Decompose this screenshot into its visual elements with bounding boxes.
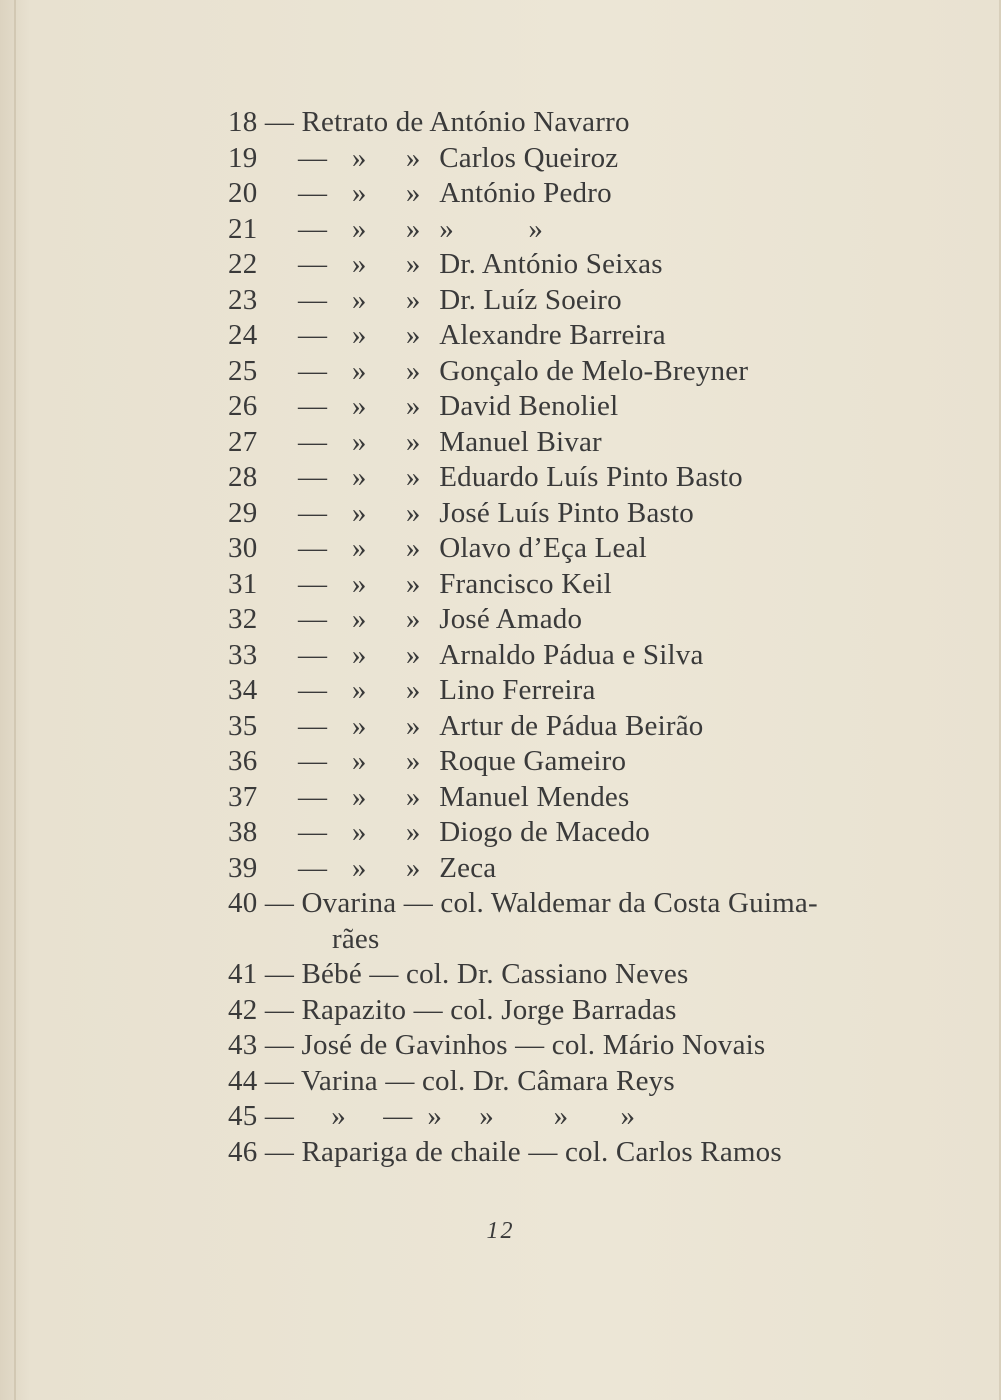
- ditto-mark: »: [351, 425, 367, 458]
- page-number: 12: [486, 1218, 515, 1244]
- entry-number: 42: [228, 993, 258, 1026]
- catalogue-entry: [228, 212, 908, 248]
- catalogue-list: [228, 105, 908, 1170]
- entry-number: 36: [228, 745, 258, 777]
- ditto-mark: »: [351, 461, 367, 493]
- entry-dash: —: [298, 248, 328, 280]
- entry-dash: —: [298, 816, 328, 848]
- entry-title: — José de Gavinhos — col. Mário Novais: [264, 1029, 766, 1061]
- entry-dash: —: [298, 141, 328, 174]
- ditto-mark: »: [351, 603, 367, 635]
- ditto-mark: »: [351, 816, 367, 848]
- ditto-mark: »: [405, 780, 421, 813]
- entry-number: 37: [228, 780, 258, 813]
- entry-number: 26: [228, 390, 258, 422]
- ditto-mark: »: [405, 851, 421, 884]
- ditto-mark: »: [405, 567, 421, 600]
- entry-number: 32: [228, 603, 258, 635]
- entry-title: — Rapazito — col. Jorge Barradas: [264, 993, 677, 1026]
- ditto-entries: [228, 141, 908, 887]
- entry-continuation: rães: [332, 922, 380, 955]
- entry-dash: —: [298, 851, 328, 884]
- entry-number: 33: [228, 638, 258, 671]
- entry-name: Manuel Mendes: [439, 780, 630, 813]
- ditto-mark: »: [351, 532, 367, 564]
- ditto-mark: »: [405, 816, 421, 848]
- entry-number: 44: [228, 1064, 258, 1097]
- entry-number: 34: [228, 674, 258, 706]
- catalogue-entry: [228, 709, 908, 745]
- ditto-mark: »: [351, 709, 367, 742]
- ditto-mark: »: [405, 461, 421, 493]
- entry-number: 41: [228, 958, 258, 990]
- ditto-mark: »: [405, 496, 421, 529]
- entry-number: 40: [228, 887, 258, 919]
- catalogue-entry: [228, 247, 908, 283]
- entry-name: Artur de Pádua Beirão: [439, 709, 704, 742]
- catalogue-entry: [228, 673, 908, 709]
- catalogue-entry: [228, 141, 908, 177]
- catalogue-entry: [228, 283, 908, 319]
- ditto-mark: »: [405, 674, 421, 706]
- ditto-mark: »: [405, 638, 421, 671]
- catalogue-entry: [228, 638, 908, 674]
- entry-dash: —: [298, 567, 328, 600]
- ditto-mark: »: [405, 283, 421, 316]
- entry-dash: —: [298, 674, 328, 706]
- catalogue-entry: [228, 1135, 908, 1171]
- entry-number: 35: [228, 709, 258, 742]
- entry-number: 29: [228, 496, 258, 529]
- entry-number: 25: [228, 354, 258, 387]
- catalogue-entry: [228, 815, 908, 851]
- catalogue-entry: [228, 389, 908, 425]
- entry-number: 24: [228, 319, 258, 351]
- entry-dash: —: [298, 496, 328, 529]
- entry-title: — Ovarina — col. Waldemar da Costa Guima-: [264, 887, 818, 919]
- entry-name: José Amado: [439, 603, 583, 635]
- catalogue-entry: [228, 496, 908, 532]
- ditto-mark: »: [351, 674, 367, 706]
- entry-dash: —: [298, 603, 328, 635]
- ditto-mark: »: [351, 851, 367, 884]
- catalogue-entry: [228, 744, 908, 780]
- ditto-mark: »: [351, 319, 367, 351]
- entry-name: » »: [439, 212, 544, 245]
- ditto-mark: »: [405, 248, 421, 280]
- entry-number: 27: [228, 425, 258, 458]
- ditto-mark: »: [405, 709, 421, 742]
- entry-name: David Benoliel: [439, 390, 619, 422]
- ditto-mark: »: [351, 390, 367, 422]
- entry-title: — » — » » » »: [264, 1100, 636, 1132]
- entry-name: Alexandre Barreira: [439, 319, 666, 351]
- entry-number: 20: [228, 177, 258, 209]
- catalogue-entry: [228, 318, 908, 354]
- ditto-mark: »: [405, 425, 421, 458]
- ditto-mark: »: [405, 532, 421, 564]
- entry-name: Carlos Queiroz: [439, 141, 619, 174]
- catalogue-entry: [228, 780, 908, 816]
- catalogue-entry: [228, 1099, 908, 1135]
- entry-number: 28: [228, 461, 258, 493]
- entry-name: Gonçalo de Melo-Breyner: [439, 354, 749, 387]
- page-edge: [14, 0, 16, 1400]
- ditto-mark: »: [351, 780, 367, 813]
- entry-title: — Varina — col. Dr. Câmara Reys: [264, 1064, 675, 1097]
- entry-name: Francisco Keil: [439, 567, 612, 600]
- entry-number: 38: [228, 816, 258, 848]
- entry-dash: —: [298, 283, 328, 316]
- entry-number: 46: [228, 1135, 258, 1168]
- catalogue-entry: [228, 531, 908, 567]
- ditto-mark: »: [351, 354, 367, 387]
- ditto-mark: »: [351, 212, 367, 245]
- entry-number: 39: [228, 851, 258, 884]
- entry-name: José Luís Pinto Basto: [439, 496, 694, 529]
- entry-dash: —: [298, 425, 328, 458]
- entry-number: 45: [228, 1100, 258, 1132]
- entry-dash: —: [298, 638, 328, 671]
- entry-number: 23: [228, 283, 258, 316]
- ditto-mark: »: [405, 141, 421, 174]
- entry-dash: —: [298, 461, 328, 493]
- entry-dash: —: [298, 319, 328, 351]
- entry-dash: —: [298, 532, 328, 564]
- entry-dash: —: [298, 745, 328, 777]
- entry-dash: —: [298, 354, 328, 387]
- entry-name: Dr. António Seixas: [439, 248, 663, 280]
- ditto-mark: »: [351, 283, 367, 316]
- ditto-mark: »: [351, 248, 367, 280]
- entry-name: Diogo de Macedo: [439, 816, 650, 848]
- ditto-mark: »: [351, 141, 367, 174]
- catalogue-entry: [228, 176, 908, 212]
- entry-name: Eduardo Luís Pinto Basto: [439, 461, 743, 493]
- entry-name: Roque Gameiro: [439, 745, 627, 777]
- entry-name: António Pedro: [439, 177, 612, 209]
- catalogue-entry: [228, 602, 908, 638]
- ditto-mark: »: [405, 354, 421, 387]
- entry-name: Manuel Bivar: [439, 425, 602, 458]
- entry-title: — Bébé — col. Dr. Cassiano Neves: [264, 958, 689, 990]
- ditto-mark: »: [405, 177, 421, 209]
- ditto-mark: »: [405, 319, 421, 351]
- entry-name: Arnaldo Pádua e Silva: [439, 638, 704, 671]
- entry-number: 30: [228, 532, 258, 564]
- entry-number: 43: [228, 1029, 258, 1061]
- catalogue-entry: [228, 993, 908, 1029]
- ditto-mark: »: [351, 745, 367, 777]
- catalogue-entry: [228, 567, 908, 603]
- entry-title: — Rapariga de chaile — col. Carlos Ramos: [264, 1135, 782, 1168]
- catalogue-entry: [228, 354, 908, 390]
- entry-dash: —: [298, 212, 328, 245]
- entry-dash: —: [298, 390, 328, 422]
- catalogue-entry: [228, 105, 908, 141]
- entry-dash: —: [298, 780, 328, 813]
- entry-number: 18: [228, 106, 258, 138]
- ditto-mark: »: [351, 177, 367, 209]
- entry-number: 21: [228, 212, 258, 245]
- catalogue-entry: [228, 1028, 908, 1064]
- catalogue-entry: [228, 957, 908, 993]
- entry-number: 19: [228, 141, 258, 174]
- entry-title: Retrato de António Navarro: [301, 106, 630, 138]
- catalogue-entry: [228, 1064, 908, 1100]
- entry-name: Zeca: [439, 851, 497, 884]
- entry-name: Dr. Luíz Soeiro: [439, 283, 622, 316]
- catalogue-entry: [228, 851, 908, 887]
- catalogue-entry: [228, 460, 908, 496]
- entry-number: 31: [228, 567, 258, 600]
- ditto-mark: »: [405, 212, 421, 245]
- entry-name: Lino Ferreira: [439, 674, 596, 706]
- catalogue-entry: [228, 425, 908, 461]
- catalogue-entry: [228, 886, 908, 922]
- ditto-mark: »: [351, 496, 367, 529]
- entry-number: 22: [228, 248, 258, 280]
- ditto-mark: »: [351, 638, 367, 671]
- entry-dash: —: [298, 709, 328, 742]
- ditto-mark: »: [405, 390, 421, 422]
- entry-name: Olavo d’Eça Leal: [439, 532, 647, 564]
- ditto-mark: »: [405, 603, 421, 635]
- ditto-mark: »: [351, 567, 367, 600]
- entry-dash: —: [264, 106, 295, 138]
- ditto-mark: »: [405, 745, 421, 777]
- entry-dash: —: [298, 177, 328, 209]
